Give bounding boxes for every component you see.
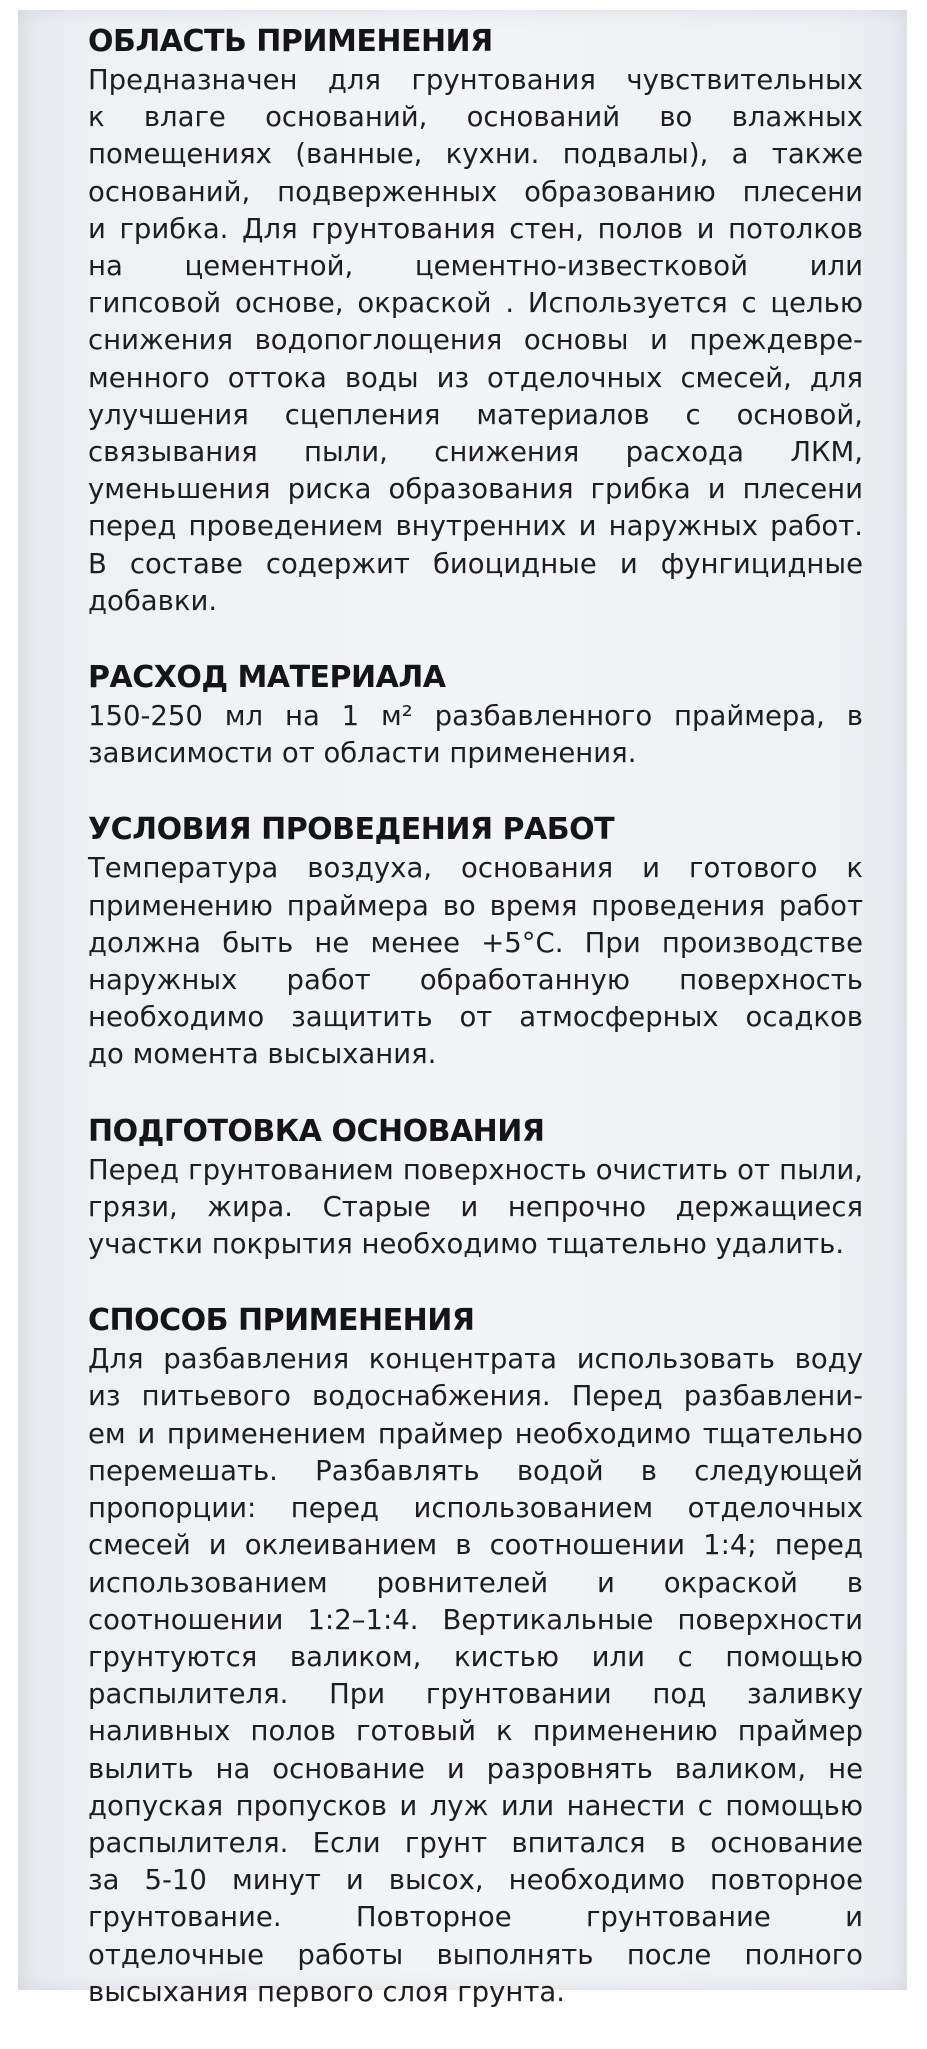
section-material-consumption [88, 658, 863, 772]
text-line: необходимо защитить от атмосферных осадков [88, 1001, 863, 1034]
text-line: наливных полов готовый к применению праймер [88, 1715, 863, 1748]
text-line: до момента высыхания. [88, 1038, 437, 1071]
section-surface-preparation [88, 1112, 863, 1264]
label-text [88, 22, 863, 2049]
text-line: зависимости от области применения. [88, 737, 637, 770]
text-line: распылителя. Если грунт впитался в основание [88, 1826, 863, 1859]
text-line: оснований, подверженных образованию плесени [88, 175, 863, 208]
text-line: гипсовой основе, окраской . Используется с целью [88, 287, 863, 320]
text-line: соотношении 1:2–1:4. Вертикальные поверхности [88, 1603, 863, 1636]
text-line: перед проведением внутренних и наружных работ. [88, 510, 863, 543]
section-heading: РАСХОД МАТЕРИАЛА [88, 660, 446, 696]
section-work-conditions [88, 810, 863, 1073]
text-line: применению праймера во время проведения работ [88, 889, 863, 922]
text-line: за 5-10 минут и высох, необходимо повторное [88, 1864, 863, 1897]
text-line: Температура воздуха, основания и готового к [88, 852, 863, 885]
text-line: участки покрытия необходимо тщательно удалить. [88, 1228, 845, 1261]
section-heading: ПОДГОТОВКА ОСНОВАНИЯ [88, 1113, 545, 1149]
text-line: грязи, жира. Старые и непрочно держащиеся [88, 1190, 863, 1223]
text-line: добавки. [88, 584, 218, 617]
text-line: снижения водопоглощения основы и преждевре- [88, 324, 863, 357]
section-heading: СПОСОБ ПРИМЕНЕНИЯ [88, 1303, 475, 1339]
text-line: улучшения сцепления материалов с основой, [88, 398, 863, 431]
text-line: 150-250 мл на 1 м² разбавленного праймера, в [88, 700, 863, 733]
text-line: распылителя. При грунтовании под заливку [88, 1678, 863, 1711]
text-line: смесей и оклеиванием в соотношении 1:4; перед [88, 1529, 863, 1562]
text-line: В составе содержит биоцидные и фунгицидные [88, 547, 863, 580]
section-application-area [88, 22, 863, 620]
text-line: помещениях (ванные, кухни. подвалы), а также [88, 138, 863, 171]
text-line: на цементной, цементно-известковой или [88, 250, 863, 283]
text-line: вылить на основание и разровнять валиком, не [88, 1752, 863, 1785]
text-line: Перед грунтованием поверхность очистить от пыли, [88, 1153, 863, 1186]
text-line: перемешать. Разбавлять водой в следующей [88, 1454, 863, 1487]
text-line: высыхания первого слоя грунта. [88, 1975, 565, 2008]
text-line: связывания пыли, снижения расхода ЛКМ, [88, 436, 863, 469]
text-line: допуская пропусков и луж или нанести с помощью [88, 1789, 863, 1822]
text-line: пропорции: перед использованием отделочных [88, 1492, 863, 1525]
section-heading: ОБЛАСТЬ ПРИМЕНЕНИЯ [88, 24, 493, 59]
text-line: к влаге оснований, оснований во влажных [88, 101, 863, 134]
text-line: грунтование. Повторное грунтование и [88, 1901, 863, 1934]
text-line: из питьевого водоснабжения. Перед разбавлени- [88, 1380, 863, 1413]
text-line: наружных работ обработанную поверхность [88, 964, 863, 997]
text-line: и грибка. Для грунтования стен, полов и потолков [88, 212, 863, 245]
text-line: отделочные работы выполнять после полного [88, 1938, 863, 1971]
text-line: уменьшения риска образования грибка и плесени [88, 473, 863, 506]
section-application-method [88, 1301, 863, 2011]
text-line: Предназначен для грунтования чувствительных [88, 64, 863, 96]
text-line: должна быть не менее +5°С. При производстве [88, 926, 863, 959]
text-line: менного оттока воды из отделочных смесей, для [88, 361, 863, 394]
text-line: Для разбавления концентрата использовать воду [88, 1343, 863, 1376]
text-line: ем и применением праймер необходимо тщательно [88, 1417, 863, 1450]
section-heading: УСЛОВИЯ ПРОВЕДЕНИЯ РАБОТ [88, 812, 615, 848]
text-line: грунтуются валиком, кистью или с помощью [88, 1640, 863, 1673]
text-line: использованием ровнителей и окраской в [88, 1566, 863, 1599]
